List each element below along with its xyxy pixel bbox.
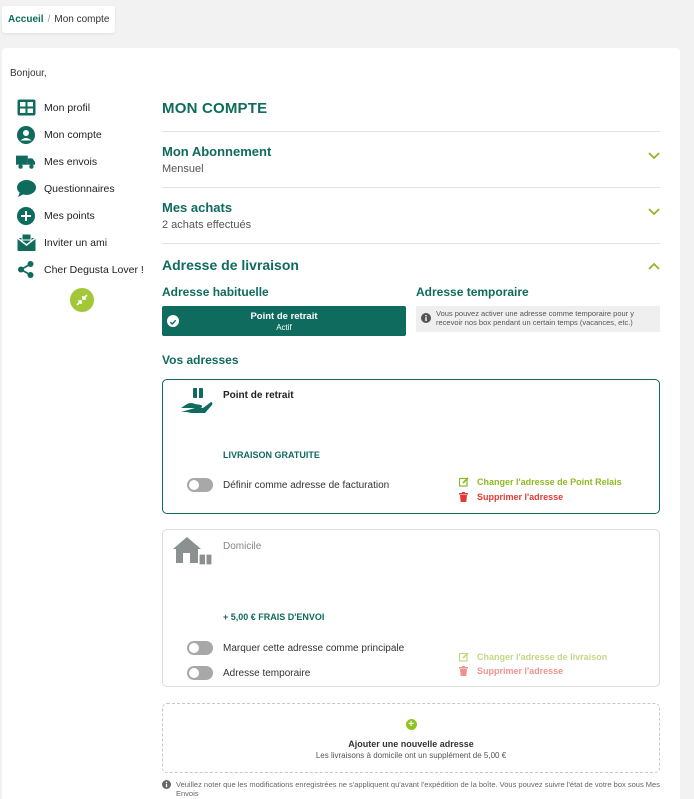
- collapse-sidebar-button[interactable]: [70, 288, 94, 312]
- free-delivery-note: LIVRAISON GRATUITE: [223, 450, 320, 460]
- info-icon: [421, 313, 431, 323]
- pickup-button-title: Point de retrait: [250, 311, 318, 322]
- accordion-purchases[interactable]: [162, 187, 660, 243]
- address-card-home: [162, 529, 660, 687]
- change-delivery-address-link[interactable]: Changer l'adresse de livraison: [459, 652, 607, 662]
- sidebar-item-compte[interactable]: [16, 121, 156, 148]
- sidebar-item-label: Inviter un ami: [44, 236, 108, 249]
- house-icon: [173, 536, 215, 571]
- compress-icon: [76, 294, 88, 306]
- address-card-pickup: [162, 379, 660, 514]
- sidebar-item-envois[interactable]: [16, 148, 156, 175]
- accordion-subscription[interactable]: [162, 131, 660, 187]
- greeting: Bonjour,: [10, 68, 47, 79]
- temporary-toggle-row: [187, 666, 310, 680]
- footnote-text: Veuillez noter que les modifications enregistrées ne s'appliquent qu'avant l'expédition de la boîte. Vous pouvez suivre l'état de votre box sous Mes Envois: [176, 780, 660, 798]
- sidebar-item-label: Mon profil: [44, 101, 91, 114]
- sidebar-item-label: Mes envois: [44, 155, 98, 168]
- sidebar-item-label: Mes points: [44, 209, 95, 222]
- sidebar-item-questionnaires[interactable]: [16, 175, 156, 202]
- accordion-delivery[interactable]: [162, 243, 660, 285]
- accordion-value: Mensuel: [162, 163, 204, 175]
- trash-icon: [459, 666, 469, 676]
- temporary-info-text: Vous pouvez activer une adresse comme temporaire pour y recevoir nos box pendant un certain temps (vacances, etc.): [436, 309, 635, 327]
- hand-package-icon: [181, 388, 213, 421]
- address-title: Point de retrait: [223, 390, 294, 401]
- temporary-info-box: [416, 306, 660, 332]
- billing-toggle-label: Définir comme adresse de facturation: [223, 479, 390, 491]
- sidebar-item-label: Cher Degusta Lover !: [44, 263, 144, 276]
- main-address-toggle-label: Marquer cette adresse comme principale: [223, 642, 405, 654]
- breadcrumb-separator: /: [47, 14, 51, 25]
- add-address-button[interactable]: [162, 703, 660, 773]
- breadcrumb-home-link[interactable]: Accueil: [8, 14, 44, 25]
- sidebar: [16, 94, 156, 283]
- billing-toggle-row: [187, 478, 389, 492]
- temporary-toggle-label: Adresse temporaire: [223, 667, 311, 679]
- chevron-up-icon: [648, 262, 660, 270]
- share-icon: [16, 260, 36, 280]
- main-address-toggle-row: [187, 641, 404, 655]
- check-circle-icon: [167, 315, 179, 327]
- billing-toggle[interactable]: [187, 478, 213, 492]
- temporary-address-label: Adresse temporaire: [416, 285, 529, 299]
- shipping-fee-note: + 5,00 € FRAIS D'ENVOI: [223, 612, 325, 622]
- usual-address-label: Adresse habituelle: [162, 285, 269, 299]
- delete-pickup-address-link[interactable]: Supprimer l'adresse: [459, 492, 563, 502]
- accordion-title: Mes achats: [162, 200, 233, 215]
- user-circle-icon: [16, 125, 36, 145]
- plus-circle-icon: +: [406, 719, 417, 730]
- account-card: [2, 48, 680, 799]
- pickup-point-button[interactable]: [162, 306, 406, 336]
- change-pickup-address-link[interactable]: Changer l'adresse de Point Relais: [459, 477, 622, 487]
- chevron-down-icon: [648, 208, 660, 216]
- sidebar-item-lover[interactable]: [16, 256, 156, 283]
- accordion-title: Adresse de livraison: [162, 257, 299, 273]
- address-title: Domicile: [223, 541, 262, 552]
- sidebar-item-label: Mon compte: [44, 128, 102, 141]
- page-title: MON COMPTE: [162, 100, 268, 117]
- edit-icon: [459, 477, 469, 487]
- chevron-down-icon: [648, 152, 660, 160]
- chat-bubble-icon: [16, 179, 36, 199]
- truck-icon: [16, 152, 36, 172]
- temporary-address-toggle[interactable]: [187, 666, 213, 680]
- trash-icon: [459, 492, 469, 502]
- info-icon: [162, 780, 171, 789]
- envelope-icon: [16, 233, 36, 253]
- breadcrumb: [2, 6, 115, 33]
- main-address-toggle[interactable]: [187, 641, 213, 655]
- accordion-value: 2 achats effectués: [162, 219, 252, 231]
- accordion-title: Mon Abonnement: [162, 144, 272, 159]
- pickup-button-status: Actif: [276, 323, 292, 332]
- breadcrumb-current: Mon compte: [54, 14, 110, 25]
- plus-circle-icon: [16, 206, 36, 226]
- sidebar-item-profil[interactable]: [16, 94, 156, 121]
- add-address-title: Ajouter une nouvelle adresse: [348, 739, 474, 749]
- sidebar-item-label: Questionnaires: [44, 182, 115, 195]
- delete-home-address-link[interactable]: Supprimer l'adresse: [459, 666, 563, 676]
- grid-icon: [16, 98, 36, 118]
- add-address-subtitle: Les livraisons à domicile ont un supplément de 5,00 €: [315, 751, 507, 760]
- your-addresses-label: Vos adresses: [162, 353, 239, 367]
- sidebar-item-points[interactable]: [16, 202, 156, 229]
- sidebar-item-inviter[interactable]: [16, 229, 156, 256]
- footnote: [162, 780, 660, 798]
- edit-icon: [459, 652, 469, 662]
